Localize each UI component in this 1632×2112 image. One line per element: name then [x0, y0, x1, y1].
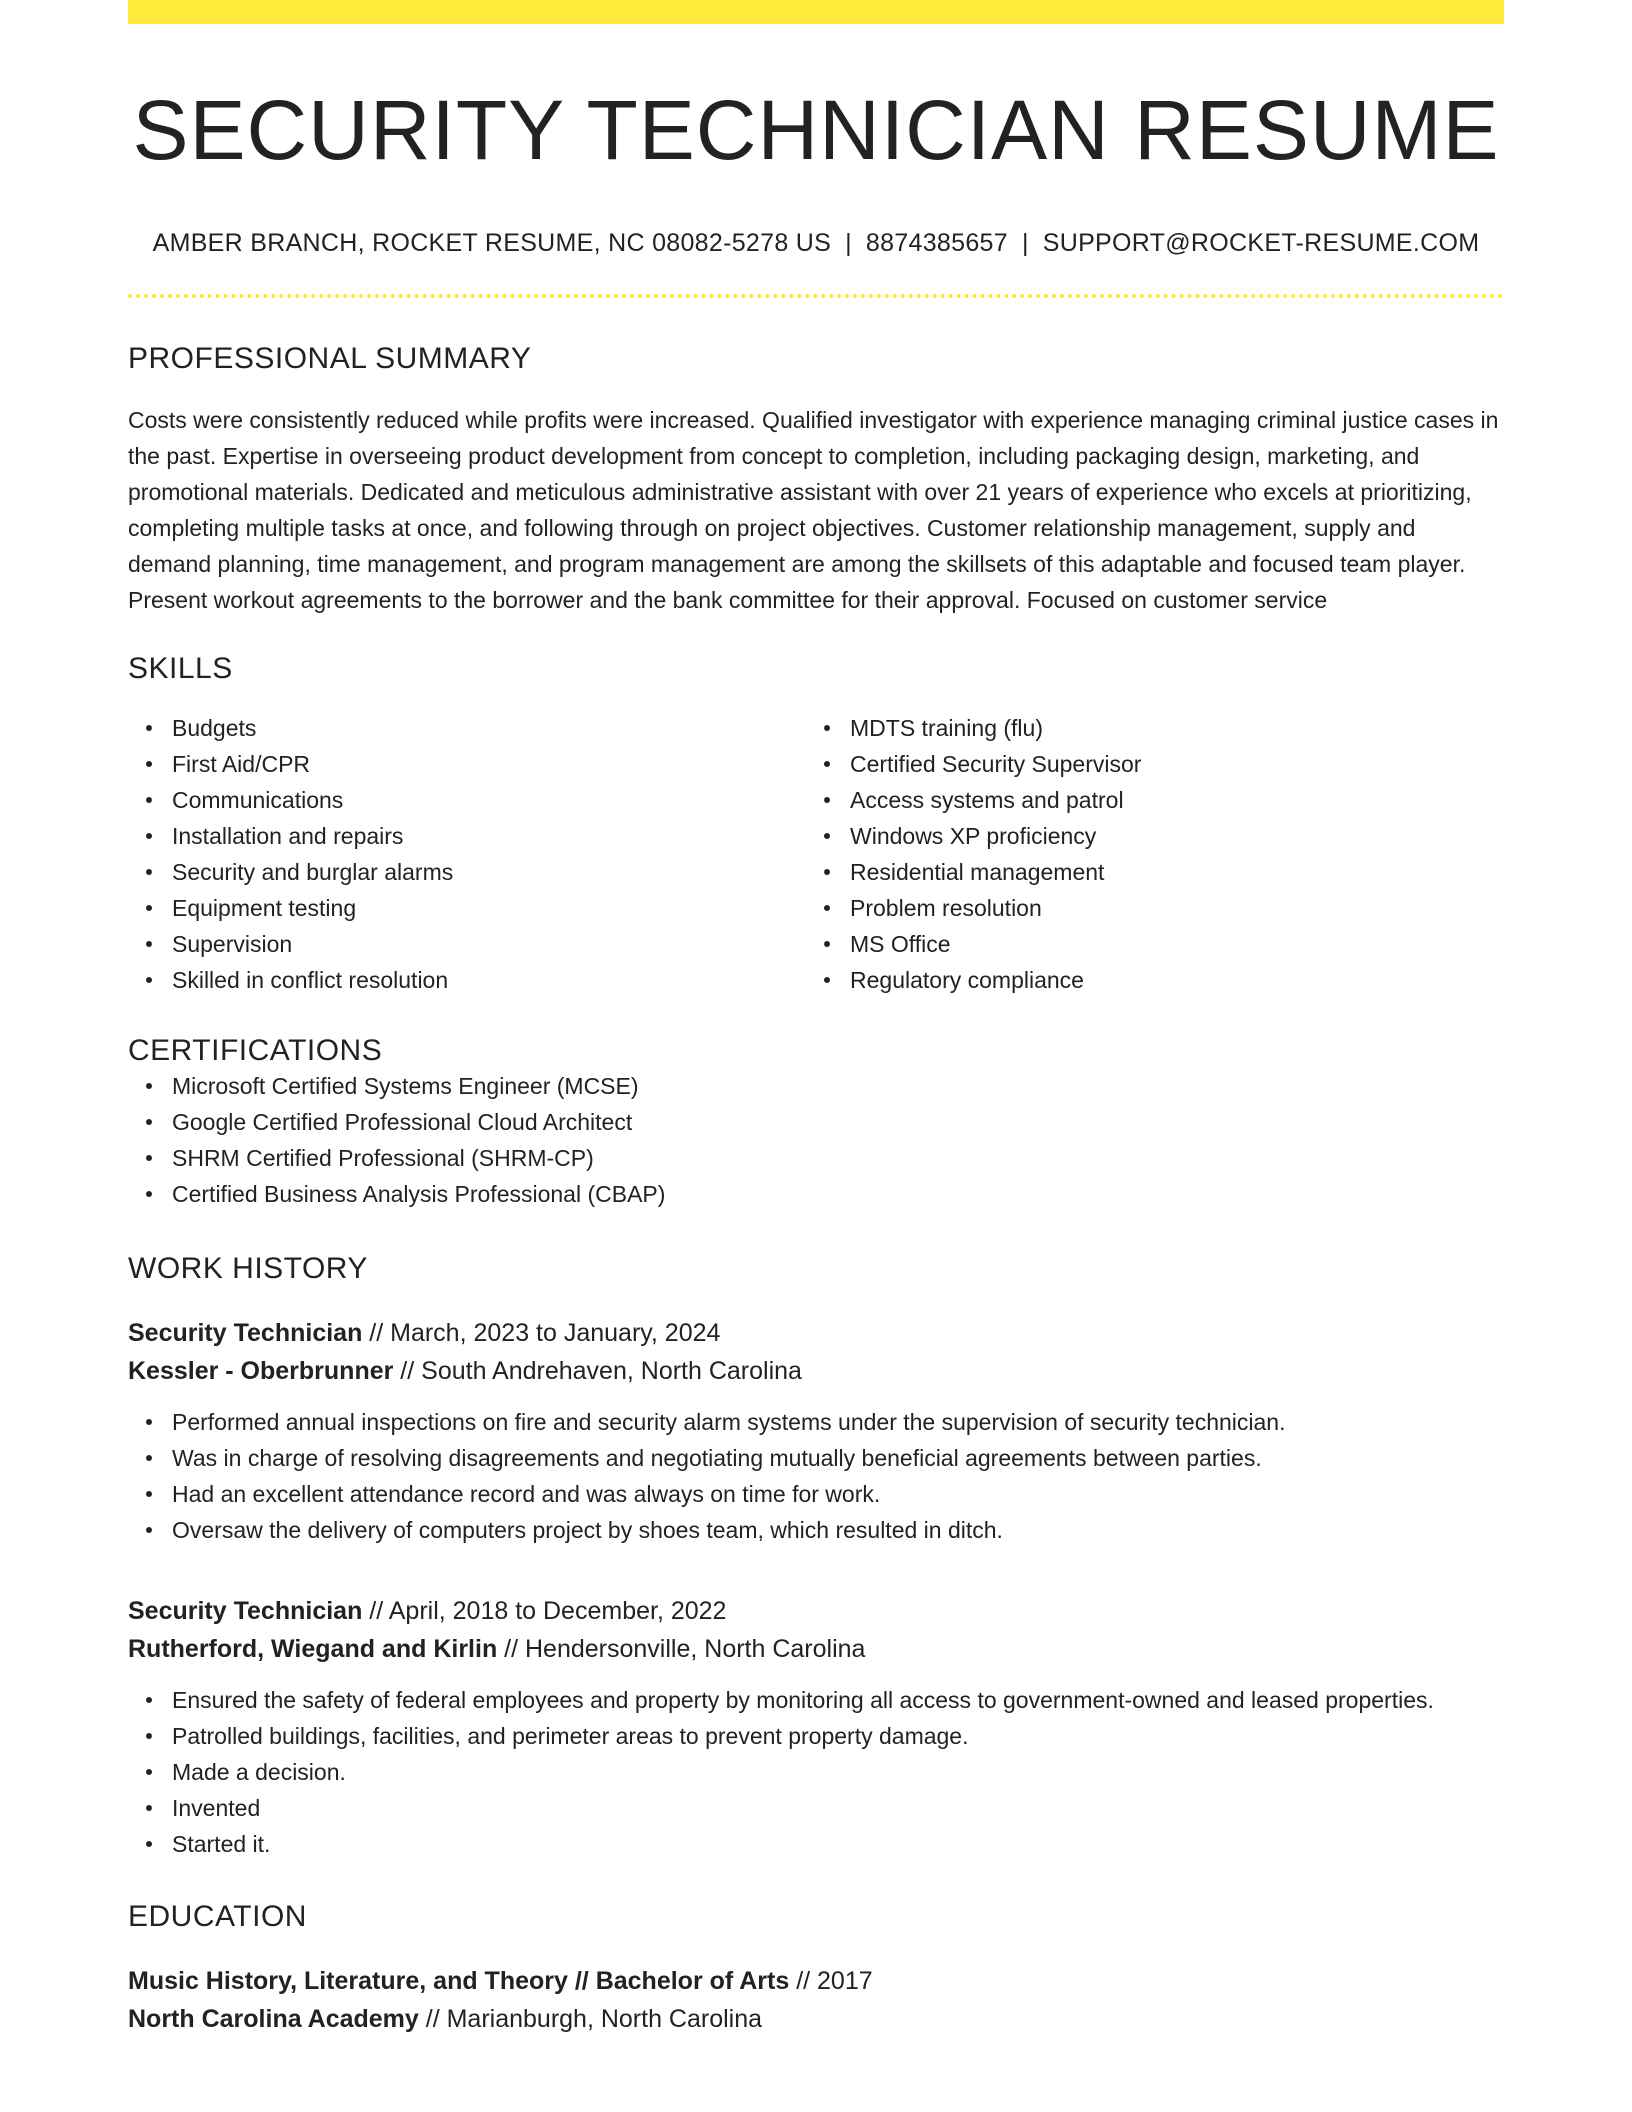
certification-text: Microsoft Certified Systems Engineer (MCSE) [172, 1072, 639, 1099]
skill-item [850, 818, 1484, 854]
bullet-dot [146, 1527, 152, 1533]
job-bullet [172, 1440, 1504, 1476]
job-bullet [172, 1512, 1504, 1548]
job-bullet [172, 1754, 1504, 1790]
certification-text: Google Certified Professional Cloud Architect [172, 1108, 633, 1135]
bullet-dot [146, 1155, 152, 1161]
job-title: Security Technician [128, 1596, 363, 1625]
skill-text: Budgets [172, 714, 257, 741]
skill-text: Regulatory compliance [850, 966, 1084, 993]
job-bullet [172, 1682, 1504, 1718]
skill-text: MS Office [850, 930, 951, 957]
contact-phone: 8874385657 [865, 228, 1008, 257]
bullet-dot [146, 1083, 152, 1089]
bullet-dot [146, 797, 152, 803]
resume-title: SECURITY TECHNICIAN RESUME [132, 83, 1500, 177]
job-bullet-text: Made a decision. [172, 1758, 346, 1785]
skill-item [172, 782, 806, 818]
bullet-dot [824, 797, 830, 803]
bullet-dot [146, 833, 152, 839]
job-bullet-text: Started it. [172, 1830, 271, 1857]
job-location: // South Andrehaven, North Carolina [393, 1356, 802, 1385]
skills-list-left [128, 710, 806, 998]
skill-item [172, 926, 806, 962]
certification-item [172, 1104, 1504, 1140]
job-bullets [128, 1404, 1504, 1548]
skill-text: Access systems and patrol [850, 786, 1124, 813]
bullet-dot [824, 761, 830, 767]
job-company: Kessler - Oberbrunner [128, 1356, 394, 1385]
bullet-dot [824, 869, 830, 875]
bullet-dot [146, 869, 152, 875]
contact-separator: | [845, 228, 852, 257]
skill-text: Communications [172, 786, 344, 813]
bullet-dot [146, 1191, 152, 1197]
skill-item [172, 818, 806, 854]
skill-item [172, 854, 806, 890]
bullet-dot [146, 1841, 152, 1847]
skills-column-right [806, 710, 1484, 998]
contact-email: SUPPORT@ROCKET-RESUME.COM [1042, 228, 1480, 257]
job-bullet [172, 1718, 1504, 1754]
education-school: North Carolina Academy [128, 2004, 419, 2033]
education-school-line [128, 2000, 1504, 2038]
certification-item [172, 1176, 1504, 1212]
bullet-dot [824, 725, 830, 731]
education-location: // Marianburgh, North Carolina [418, 2004, 763, 2033]
job-bullet [172, 1790, 1504, 1826]
resume-page [128, 0, 1504, 2038]
bullet-dot [146, 1769, 152, 1775]
skill-text: Skilled in conflict resolution [172, 966, 449, 993]
job-dates: // April, 2018 to December, 2022 [362, 1596, 727, 1625]
job-bullets [128, 1682, 1504, 1862]
skill-item [850, 782, 1484, 818]
skill-item [172, 890, 806, 926]
skill-item [172, 746, 806, 782]
bullet-dot [824, 977, 830, 983]
education-entry [128, 1962, 1504, 2038]
skill-item [850, 890, 1484, 926]
bullet-dot [146, 1491, 152, 1497]
summary-heading: PROFESSIONAL SUMMARY [128, 341, 532, 375]
dotted-divider [128, 294, 1504, 298]
job-bullet [172, 1476, 1504, 1512]
skill-text: First Aid/CPR [172, 750, 311, 777]
education-degree-line [128, 1962, 1504, 2000]
job-bullet-text: Ensured the safety of federal employees and property by monitoring all access to government-owned and leased properties. [172, 1686, 1434, 1713]
skill-item [172, 962, 806, 998]
summary-text: Costs were consistently reduced while profits were increased. Qualified investigator with experience managing criminal justice cases in the past. Expertise in overseeing product development from concept to completion, including packaging design, marketing, and promotional materials. Dedicated and meticulous administrative assistant with over 21 years of experience who excels at prioritizing, completing multiple tasks at once, and following through on project objectives. Customer relationship management, supply and demand planning, time management, and program management are among the skillsets of this adaptable and focused team player. Present workout agreements to the borrower and the bank committee for their approval. Focused on customer service [128, 406, 1499, 613]
bullet-dot [146, 941, 152, 947]
job-bullet-text: Was in charge of resolving disagreements and negotiating mutually beneficial agreements between parties. [172, 1444, 1262, 1471]
job-bullet-text: Oversaw the delivery of computers project by shoes team, which resulted in ditch. [172, 1516, 1003, 1543]
skill-item [172, 710, 806, 746]
skill-text: Residential management [850, 858, 1105, 885]
skills-column-left [128, 710, 806, 998]
skill-text: Supervision [172, 930, 293, 957]
certification-item [172, 1068, 1504, 1104]
bullet-dot [146, 1805, 152, 1811]
job-title-line [128, 1592, 1504, 1630]
bullet-dot [146, 1697, 152, 1703]
bullet-dot [146, 1733, 152, 1739]
skill-text: Installation and repairs [172, 822, 404, 849]
bullet-dot [146, 725, 152, 731]
education-year: // 2017 [789, 1966, 873, 1995]
job-bullet-text: Patrolled buildings, facilities, and perimeter areas to prevent property damage. [172, 1722, 969, 1749]
skill-text: MDTS training (flu) [850, 714, 1043, 741]
skill-item [850, 854, 1484, 890]
job-entry [128, 1314, 1504, 1548]
skill-text: Security and burglar alarms [172, 858, 454, 885]
certification-text: Certified Business Analysis Professional (CBAP) [172, 1180, 666, 1207]
job-bullet [172, 1404, 1504, 1440]
certifications-heading: CERTIFICATIONS [128, 1033, 383, 1067]
job-bullet-text: Invented [172, 1794, 261, 1821]
contact-line [128, 229, 1504, 258]
job-company-line [128, 1352, 1504, 1390]
job-bullet-text: Performed annual inspections on fire and security alarm systems under the supervision of security technician. [172, 1408, 1286, 1435]
bullet-dot [824, 905, 830, 911]
job-company: Rutherford, Wiegand and Kirlin [128, 1634, 498, 1663]
job-title: Security Technician [128, 1318, 363, 1347]
skill-item [850, 746, 1484, 782]
bullet-dot [146, 905, 152, 911]
certification-text: SHRM Certified Professional (SHRM-CP) [172, 1144, 594, 1171]
accent-top-bar [128, 0, 1504, 24]
skills-list-right [806, 710, 1484, 998]
work-history-heading: WORK HISTORY [128, 1251, 368, 1285]
job-dates: // March, 2023 to January, 2024 [362, 1318, 721, 1347]
certifications-list [128, 1068, 1504, 1212]
bullet-dot [824, 941, 830, 947]
skill-text: Equipment testing [172, 894, 357, 921]
skills-columns [128, 710, 1504, 998]
skill-text: Problem resolution [850, 894, 1042, 921]
skill-item [850, 926, 1484, 962]
bullet-dot [146, 1455, 152, 1461]
contact-address: AMBER BRANCH, ROCKET RESUME, NC 08082-5278 US [152, 228, 832, 257]
education-heading: EDUCATION [128, 1899, 307, 1933]
bullet-dot [824, 833, 830, 839]
bullet-dot [146, 1119, 152, 1125]
skill-item [850, 710, 1484, 746]
contact-separator: | [1021, 228, 1029, 257]
job-bullet-text: Had an excellent attendance record and was always on time for work. [172, 1480, 881, 1507]
bullet-dot [146, 977, 152, 983]
job-location: // Hendersonville, North Carolina [497, 1634, 866, 1663]
bullet-dot [146, 761, 152, 767]
job-bullet [172, 1826, 1504, 1862]
skill-text: Windows XP proficiency [850, 822, 1097, 849]
education-degree: Music History, Literature, and Theory // Bachelor of Arts [128, 1966, 790, 1995]
skill-item [850, 962, 1484, 998]
job-entry [128, 1592, 1504, 1862]
certification-item [172, 1140, 1504, 1176]
job-title-line [128, 1314, 1504, 1352]
bullet-dot [146, 1419, 152, 1425]
job-company-line [128, 1630, 1504, 1668]
skill-text: Certified Security Supervisor [850, 750, 1142, 777]
skills-heading: SKILLS [128, 651, 233, 685]
